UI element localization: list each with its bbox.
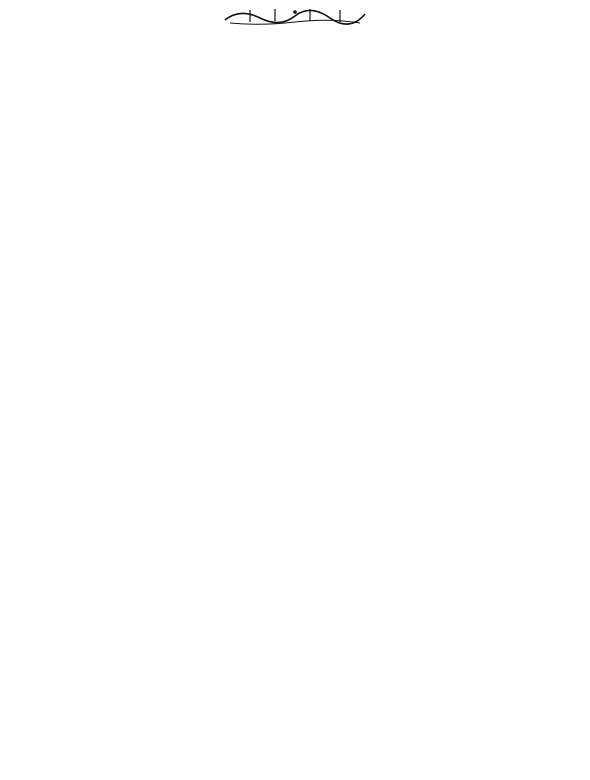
paragraph-spacer [18,42,572,46]
calligraphy-banner-icon [220,6,370,28]
ornament-icon [220,6,370,28]
